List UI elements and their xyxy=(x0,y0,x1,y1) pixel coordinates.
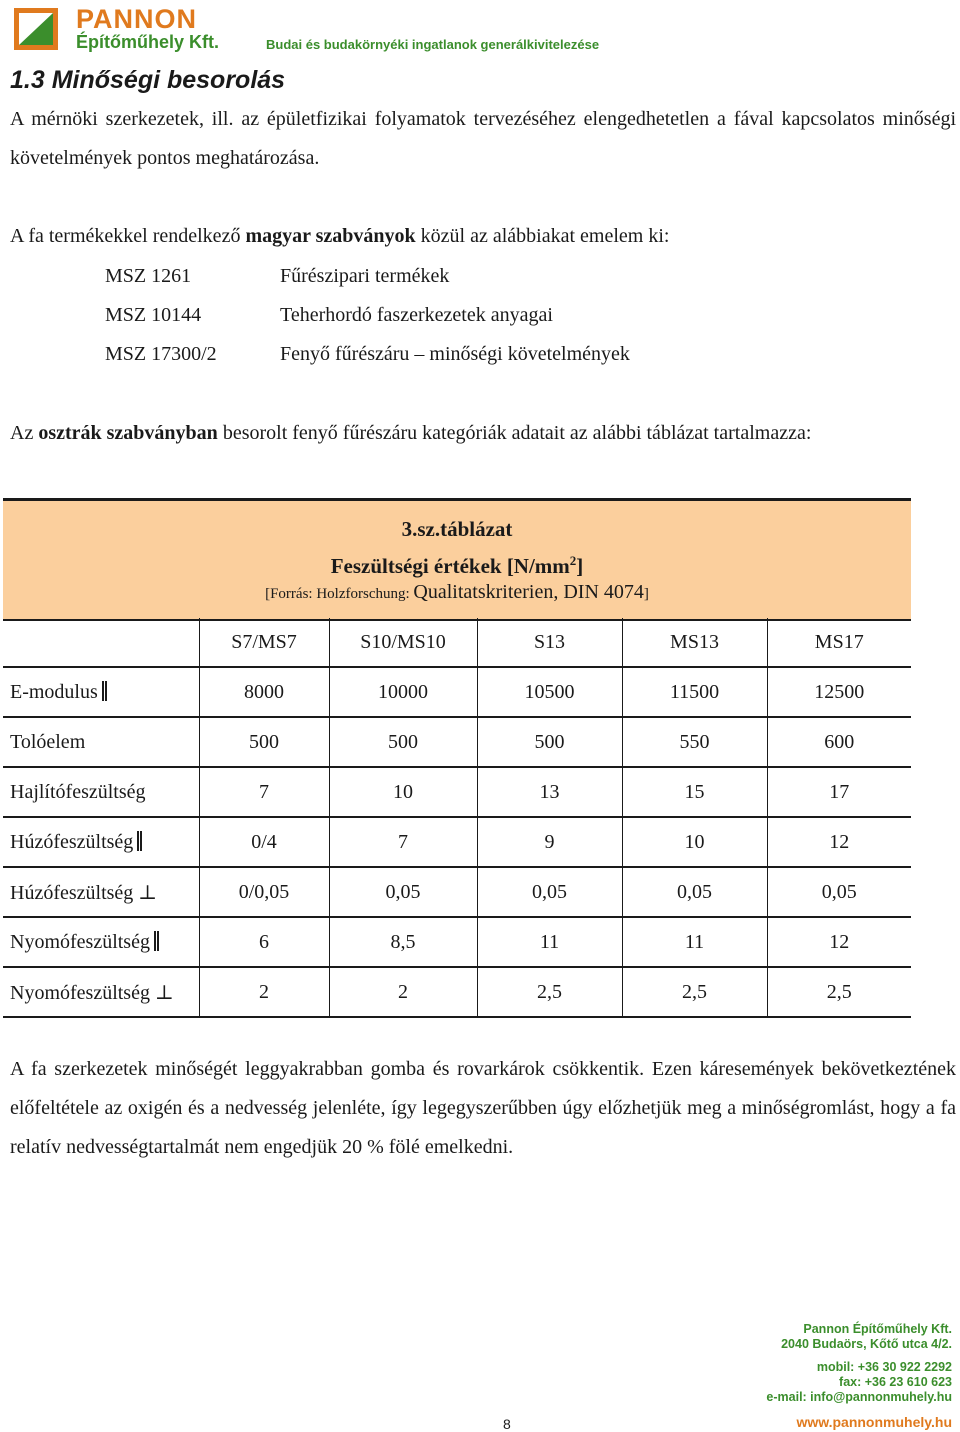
table-cell: 13 xyxy=(477,767,622,817)
table-cell: 0,05 xyxy=(329,867,477,917)
table-cell: 7 xyxy=(329,817,477,867)
intro-paragraph: A mérnöki szerkezetek, ill. az épületfizikai folyamatok tervezéséhez elengedhetetlen a fával kapcsolatos minőségi követelmények pontos meghatározása. xyxy=(10,108,956,169)
table-cell: 12500 xyxy=(767,667,911,717)
perpendicular-symbol-icon: ⊥ xyxy=(138,881,158,904)
table-title-sup: 2 xyxy=(569,553,577,568)
table-cell: 0/0,05 xyxy=(199,867,329,917)
table-title-main: Feszültségi értékek [N/mm xyxy=(330,554,570,578)
standard-code: MSZ 1261 xyxy=(105,265,192,287)
table-column-header: S7/MS7 xyxy=(199,618,329,667)
table-cell: 8000 xyxy=(199,667,329,717)
table-cell: 7 xyxy=(199,767,329,817)
table-source-end: ] xyxy=(643,586,649,602)
table-cell: 11 xyxy=(477,917,622,967)
perpendicular-symbol-icon: ⊥ xyxy=(154,981,174,1004)
table-cell: 0,05 xyxy=(622,867,767,917)
table-row xyxy=(3,917,911,967)
table-title-end: ] xyxy=(576,554,584,578)
table-row-label xyxy=(3,817,199,867)
table-cell: 10000 xyxy=(329,667,477,717)
footer-address: 2040 Budaörs, Kőtő utca 4/2. xyxy=(781,1337,952,1351)
table-cell: 500 xyxy=(199,717,329,767)
parallel-symbol-icon xyxy=(154,931,159,951)
standards-lead xyxy=(10,217,956,256)
table-cell: 2,5 xyxy=(477,967,622,1017)
row-label-text: Hajlítófeszültség xyxy=(10,780,146,803)
table-cell: 10 xyxy=(329,767,477,817)
standards-lead-post: közül az alábbiakat emelem ki: xyxy=(415,225,670,247)
table-cell: 2 xyxy=(199,967,329,1017)
row-label-text: Tolóelem xyxy=(10,730,86,753)
parallel-symbol-icon xyxy=(137,831,142,851)
table-row xyxy=(3,817,911,867)
table-row-label xyxy=(3,967,199,1017)
stress-values-table xyxy=(3,618,911,1018)
table-cell: 0,05 xyxy=(767,867,911,917)
standard-code: MSZ 17300/2 xyxy=(105,343,217,365)
table-cell: 500 xyxy=(477,717,622,767)
logo-name: PANNON xyxy=(76,4,198,34)
austrian-standard-lead xyxy=(10,414,956,453)
logo-subtitle: Építőműhely Kft. xyxy=(76,32,219,52)
table-cell: 12 xyxy=(767,817,911,867)
austrian-lead-post: besorolt fenyő fűrészáru kategóriák adatait az alábbi táblázat tartalmazza: xyxy=(217,422,812,444)
table-row-label xyxy=(3,717,199,767)
page-number: 8 xyxy=(503,1416,511,1432)
section-title: 1.3 Minőségi besorolás xyxy=(10,66,286,94)
table-cell: 10 xyxy=(622,817,767,867)
row-label-text: Húzófeszültség xyxy=(10,830,134,853)
table-row-label xyxy=(3,917,199,967)
table-cell: 11 xyxy=(622,917,767,967)
header-tagline: Budai és budakörnyéki ingatlanok generálkivitelezése xyxy=(266,37,600,52)
standard-title: Fűrészipari termékek xyxy=(280,265,450,287)
row-label-text: Nyomófeszültség xyxy=(10,981,150,1004)
standard-item xyxy=(105,257,630,296)
table-cell: 0,05 xyxy=(477,867,622,917)
footer-mobile: mobil: +36 30 922 2292 xyxy=(816,1360,952,1374)
table-column-header: MS17 xyxy=(767,618,911,667)
table-cell: 550 xyxy=(622,717,767,767)
footer-website-link[interactable]: www.pannonmuhely.hu xyxy=(796,1414,952,1430)
table-cell: 2 xyxy=(329,967,477,1017)
closing-paragraph: A fa szerkezetek minőségét leggyakrabban gomba és rovarkárok csökkentik. Ezen káresemények bekövetkeztének előfeltétele az oxigén és a nedvesség jelenléte, így legegyszerűbben úgy előzhetjük meg a minőségromlást, hogy a fa relatív nedvességtartalmát nem engedjük 20 % fölé emelkedni. xyxy=(10,1058,956,1158)
table-title xyxy=(3,553,911,579)
table-caption: 3.sz.táblázat xyxy=(401,517,513,541)
standard-item xyxy=(105,296,630,335)
table-cell: 9 xyxy=(477,817,622,867)
austrian-lead-pre: Az xyxy=(10,422,39,444)
austrian-lead-bold: osztrák szabványban xyxy=(38,422,218,444)
table-cell: 600 xyxy=(767,717,911,767)
row-label-text: E-modulus xyxy=(10,680,98,703)
parallel-symbol-icon xyxy=(102,681,107,701)
table-cell: 500 xyxy=(329,717,477,767)
table-cell: 2,5 xyxy=(622,967,767,1017)
footer-contact xyxy=(766,1322,952,1430)
standard-code: MSZ 10144 xyxy=(105,304,202,326)
footer-company: Pannon Építőműhely Kft. xyxy=(803,1322,952,1336)
table-column-header: MS13 xyxy=(622,618,767,667)
table-cell: 0/4 xyxy=(199,817,329,867)
table-cell: 10500 xyxy=(477,667,622,717)
company-logo-icon xyxy=(14,8,58,50)
table-column-header: S10/MS10 xyxy=(329,618,477,667)
table-source-main: Qualitatskriterien, DIN 4074 xyxy=(413,581,644,603)
footer-email[interactable]: e-mail: info@pannonmuhely.hu xyxy=(766,1390,952,1404)
table-source-pre: [Forrás: Holzforschung: xyxy=(265,586,414,602)
standard-item xyxy=(105,335,630,374)
standards-list xyxy=(105,257,630,374)
table-column-header: S13 xyxy=(477,618,622,667)
table-row xyxy=(3,967,911,1017)
table-row xyxy=(3,717,911,767)
table-row xyxy=(3,667,911,717)
table-cell: 6 xyxy=(199,917,329,967)
row-label-text: Húzófeszültség xyxy=(10,881,134,904)
table-cell: 15 xyxy=(622,767,767,817)
standard-title: Fenyő fűrészáru – minőségi követelmények xyxy=(280,343,630,365)
table-cell: 17 xyxy=(767,767,911,817)
standards-lead-pre: A fa termékekkel rendelkező xyxy=(10,225,246,247)
table-header-empty xyxy=(3,618,199,667)
table-cell: 12 xyxy=(767,917,911,967)
table-cell: 11500 xyxy=(622,667,767,717)
table-row xyxy=(3,767,911,817)
standards-lead-bold: magyar szabványok xyxy=(245,225,416,247)
standard-title: Teherhordó faszerkezetek anyagai xyxy=(280,304,553,326)
table-row xyxy=(3,867,911,917)
table-row-label xyxy=(3,867,199,917)
table-source xyxy=(3,581,911,604)
table-row-label xyxy=(3,767,199,817)
table-caption-block xyxy=(3,498,911,621)
footer-fax: fax: +36 23 610 623 xyxy=(839,1375,952,1389)
table-cell: 2,5 xyxy=(767,967,911,1017)
row-label-text: Nyomófeszültség xyxy=(10,930,150,953)
table-cell: 8,5 xyxy=(329,917,477,967)
table-header-row xyxy=(3,618,911,667)
table-row-label xyxy=(3,667,199,717)
